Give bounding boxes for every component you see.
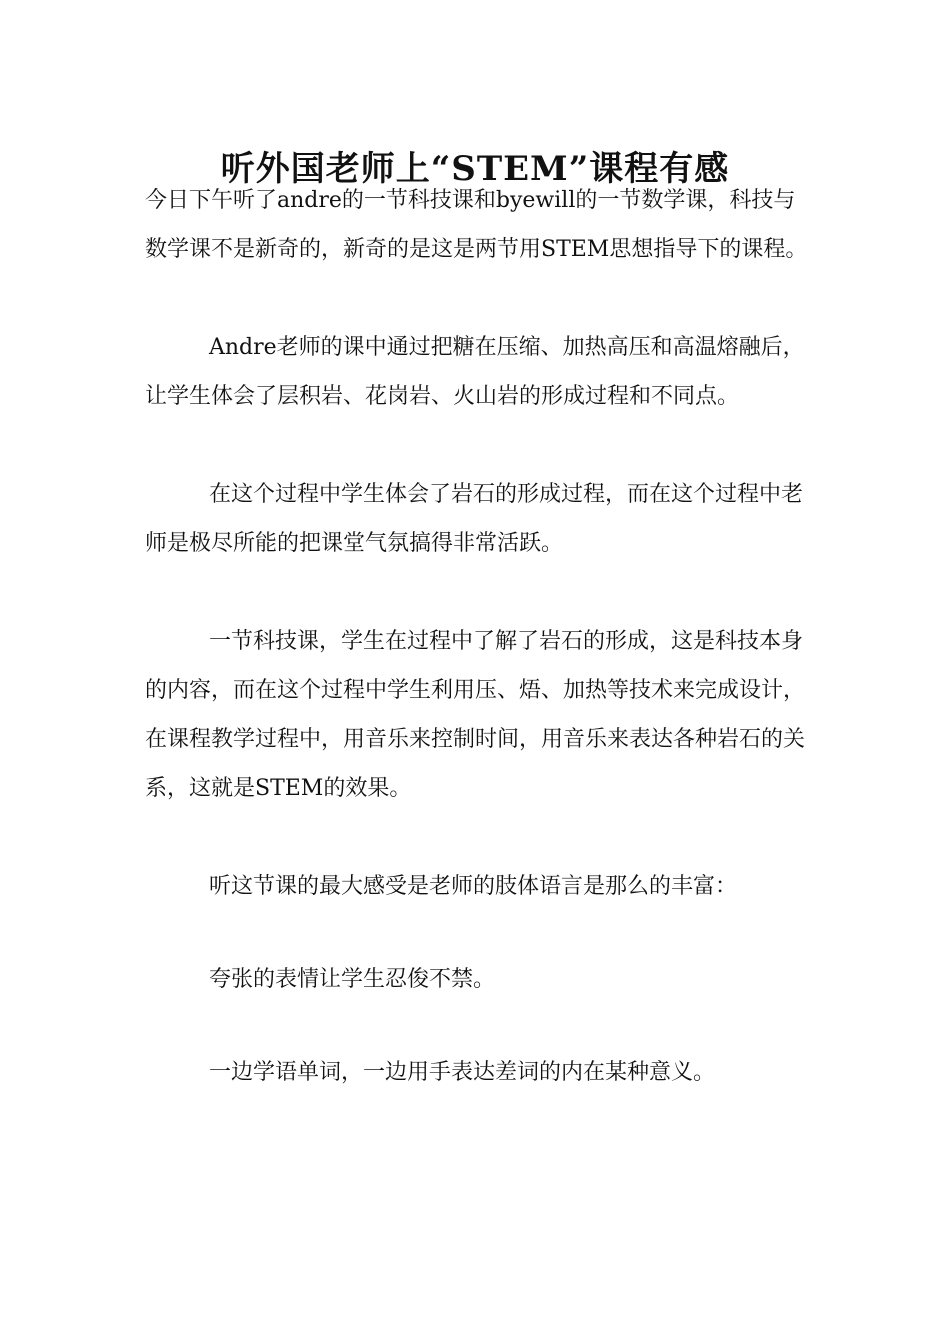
paragraph-7: 一边学语单词，一边用手表达差词的内在某种意义。 [209, 1060, 716, 1085]
document-title: 听外国老师上“STEM”课程有感 [220, 148, 730, 189]
document-body [145, 176, 817, 1097]
paragraph-5: 听这节课的最大感受是老师的肢体语言是那么的丰富： [209, 874, 738, 899]
paragraph-6: 夸张的表情让学生忍俊不禁。 [209, 967, 496, 992]
paragraph-4: 一节科技课，学生在过程中了解了岩石的形成，这是科技本身的内容，而在这个过程中学生利用压、焐、加热等技术来完成设计，在课程教学过程中，用音乐来控制时间，用音乐来表达各种岩石的关系，这就是STEM的效果。 [145, 629, 806, 801]
paragraph-1: 今日下午听了andre的一节科技课和byewill的一节数学课，科技与数学课不是新奇的，新奇的是这是两节用STEM思想指导下的课程。 [145, 188, 808, 262]
paragraph-3: 在这个过程中学生体会了岩石的形成过程，而在这个过程中老师是极尽所能的把课堂气氛搞得非常活跃。 [145, 482, 804, 556]
paragraph-2: Andre老师的课中通过把糖在压缩、加热高压和高温熔融后，让学生体会了层积岩、花岗岩、火山岩的形成过程和不同点。 [145, 335, 805, 409]
